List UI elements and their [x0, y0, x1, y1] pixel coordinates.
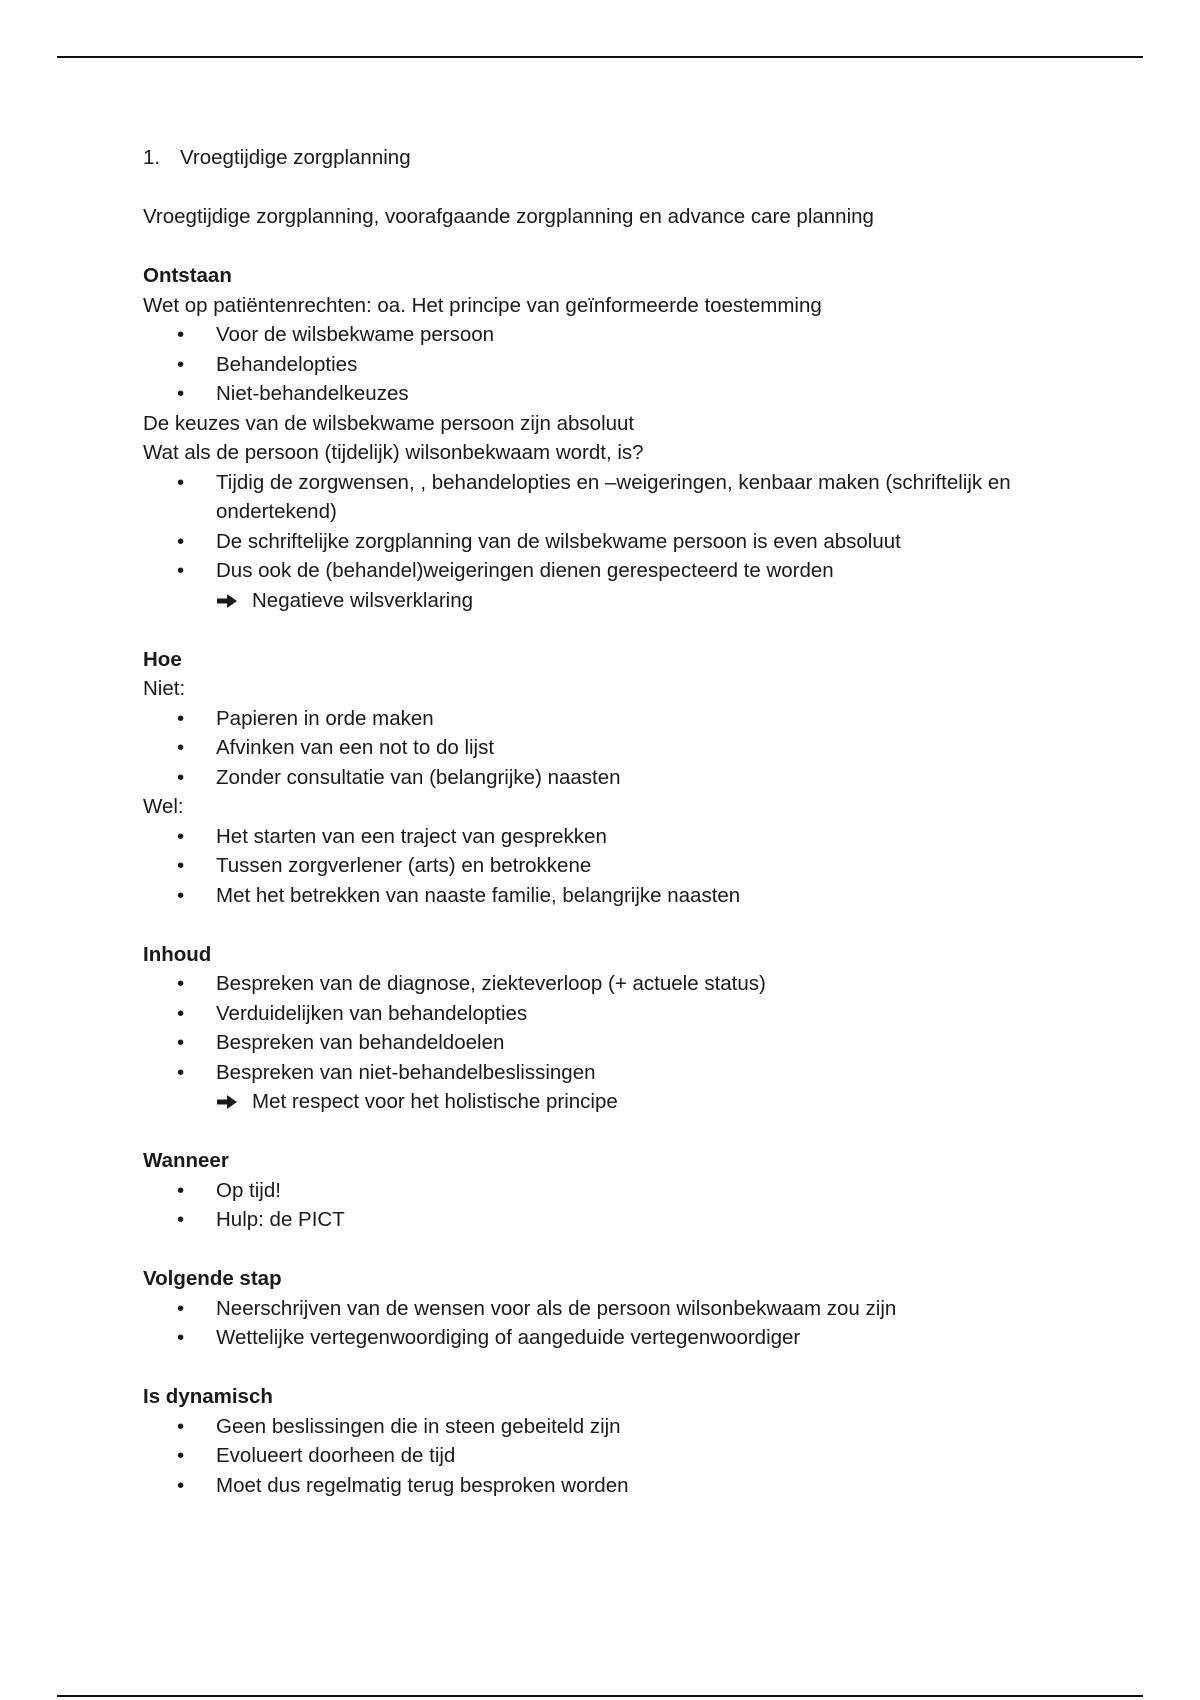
hoe-niet-bullets [143, 704, 1093, 793]
bullet-dot-icon: • [177, 529, 185, 553]
list-item: • Het starten van een traject van gesprekken [143, 822, 1093, 852]
list-item: • Afvinken van een not to do lijst [143, 733, 1093, 763]
list-item: • Zonder consultatie van (belangrijke) naasten [143, 763, 1093, 793]
section-title-text: Vroegtijdige zorgplanning [180, 146, 411, 169]
list-item: • Dus ook de (behandel)weigeringen dienen gerespecteerd te worden [143, 556, 1093, 586]
bullet-dot-icon: • [177, 1296, 185, 1320]
list-item: • Moet dus regelmatig terug besproken worden [143, 1471, 1093, 1501]
intro-text: Vroegtijdige zorgplanning, voorafgaande zorgplanning en advance care planning [143, 205, 874, 228]
bullet-dot-icon: • [177, 1414, 185, 1438]
inhoud-bullets [143, 969, 1093, 1087]
inhoud-arrow-line: Met respect voor het holistische principe [143, 1087, 1093, 1117]
bullet-dot-icon: • [177, 470, 185, 494]
list-item: • Bespreken van de diagnose, ziekteverloop (+ actuele status) [143, 969, 1093, 999]
bullet-dot-icon: • [177, 972, 185, 995]
list-item: • Bespreken van behandeldoelen [143, 1028, 1093, 1058]
list-item: • Tijdig de zorgwensen, , behandelopties en –weigeringen, kenbaar maken (schriftelijk en ondertekend) [143, 468, 1093, 527]
ontstaan-line-1: Wet op patiëntenrechten: oa. Het principe van geïnformeerde toestemming [143, 293, 822, 317]
hoe-wel-bullets [143, 822, 1093, 911]
document-body [143, 143, 1093, 1500]
list-item: • Verduidelijken van behandelopties [143, 999, 1093, 1029]
heading-inhoud: Inhoud [143, 942, 212, 966]
bullet-dot-icon: • [177, 1473, 185, 1497]
bullet-dot-icon: • [177, 824, 185, 848]
ontstaan-bullets-2 [143, 468, 1093, 586]
bullet-dot-icon: • [177, 323, 185, 346]
list-item: • De schriftelijke zorgplanning van de wilsbekwame persoon is even absoluut [143, 527, 1093, 557]
bullet-dot-icon: • [177, 1208, 185, 1231]
list-item: • Tussen zorgverlener (arts) en betrokkene [143, 851, 1093, 881]
right-arrow-icon [216, 586, 252, 616]
bullet-dot-icon: • [177, 1326, 185, 1349]
bullet-dot-icon: • [177, 382, 185, 405]
bullet-dot-icon: • [177, 854, 185, 877]
bullet-dot-icon: • [177, 1031, 185, 1054]
bullet-dot-icon: • [177, 1178, 185, 1202]
header-rule [57, 56, 1143, 58]
bullet-dot-icon: • [177, 559, 185, 582]
footer-rule [57, 1695, 1143, 1697]
list-item: • Behandelopties [143, 350, 1093, 380]
list-item: • Bespreken van niet-behandelbeslissingen [143, 1058, 1093, 1088]
heading-volgende-stap: Volgende stap [143, 1267, 282, 1290]
bullet-dot-icon: • [177, 1444, 185, 1467]
right-arrow-icon [216, 1087, 252, 1117]
dynamisch-bullets [143, 1412, 1093, 1501]
ontstaan-line-3: Wat als de persoon (tijdelijk) wilsonbekwaam wordt, is? [143, 441, 644, 464]
list-item: • Neerschrijven van de wensen voor als de persoon wilsonbekwaam zou zijn [143, 1294, 1093, 1324]
bullet-dot-icon: • [177, 352, 185, 376]
list-item: • Wettelijke vertegenwoordiging of aangeduide vertegenwoordiger [143, 1323, 1093, 1353]
bullet-dot-icon: • [177, 1060, 185, 1084]
hoe-wel-label: Wel: [143, 795, 184, 818]
volgende-stap-bullets [143, 1294, 1093, 1353]
list-item: • Met het betrekken van naaste familie, belangrijke naasten [143, 881, 1093, 911]
list-item: • Geen beslissingen die in steen gebeiteld zijn [143, 1412, 1093, 1442]
hoe-niet-label: Niet: [143, 677, 186, 700]
list-item: • Hulp: de PICT [143, 1205, 1093, 1235]
list-item: • Niet-behandelkeuzes [143, 379, 1093, 409]
ontstaan-line-2: De keuzes van de wilsbekwame persoon zijn absoluut [143, 411, 635, 435]
ontstaan-arrow-line: Negatieve wilsverklaring [143, 586, 1093, 616]
ontstaan-bullets-1 [143, 320, 1093, 409]
list-item: • Evolueert doorheen de tijd [143, 1441, 1093, 1471]
heading-ontstaan: Ontstaan [143, 264, 232, 287]
bullet-dot-icon: • [177, 1001, 185, 1025]
bullet-dot-icon: • [177, 765, 185, 789]
bullet-dot-icon: • [177, 736, 185, 759]
list-item: • Op tijd! [143, 1176, 1093, 1206]
list-item: • Papieren in orde maken [143, 704, 1093, 734]
wanneer-bullets [143, 1176, 1093, 1235]
bullet-dot-icon: • [177, 706, 185, 730]
heading-is-dynamisch: Is dynamisch [143, 1385, 273, 1408]
heading-hoe: Hoe [143, 647, 182, 671]
heading-wanneer: Wanneer [143, 1149, 229, 1172]
section-number: 1. [143, 146, 161, 169]
bullet-dot-icon: • [177, 883, 185, 907]
section-title [143, 143, 1093, 173]
list-item: • Voor de wilsbekwame persoon [143, 320, 1093, 350]
